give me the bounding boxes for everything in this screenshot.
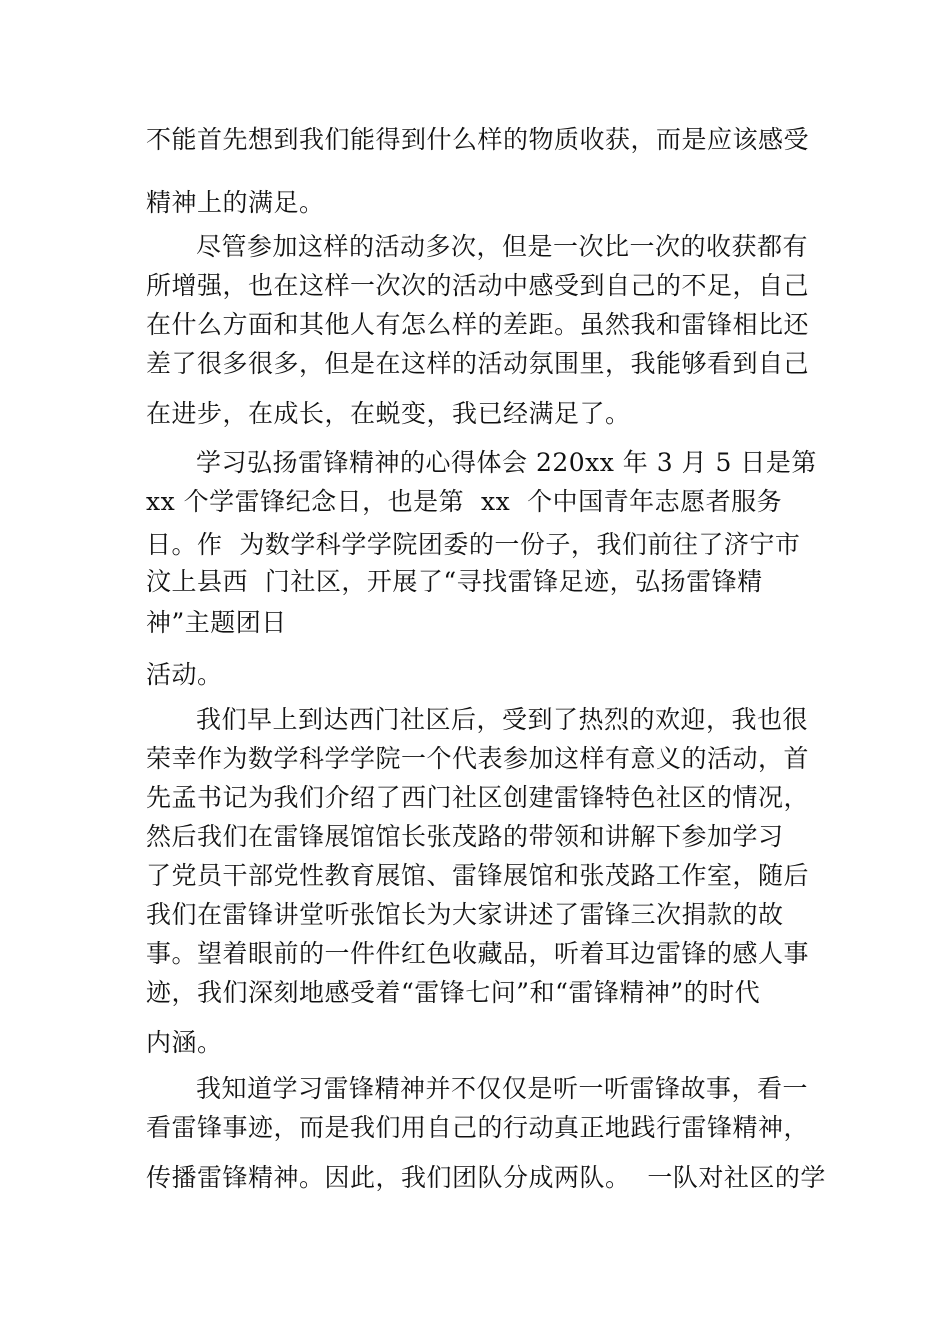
paragraph-line: 在什么方面和其他人有怎么样的差距。虽然我和雷锋相比还 — [146, 310, 810, 339]
paragraph-line: 看雷锋事迹，而是我们用自己的行动真正地践行雷锋精神， — [146, 1113, 810, 1142]
paragraph-line: 了党员干部党性教育展馆、雷锋展馆和张茂路工作室，随后 — [146, 861, 810, 890]
paragraph-line: 学习弘扬雷锋精神的心得体会 220xx 年 3 月 5 日是第 — [196, 448, 817, 477]
paragraph-line: 我们在雷锋讲堂听张馆长为大家讲述了雷锋三次捐款的故 — [146, 900, 784, 929]
paragraph-line: 在进步，在成长，在蜕变，我已经满足了。 — [146, 399, 631, 428]
paragraph-line: 神”主题团日 — [146, 608, 287, 637]
paragraph-line: 精神上的满足。 — [146, 188, 325, 217]
paragraph-line: 不能首先想到我们能得到什么样的物质收获，而是应该感受 — [146, 125, 810, 154]
paragraph-line: 传播雷锋精神。因此，我们团队分成两队。 一队对社区的学 — [146, 1163, 826, 1192]
paragraph-line: 日。作 为数学科学学院团委的一份子，我们前往了济宁市 — [146, 530, 801, 559]
paragraph-line: 汶上县西 门社区，开展了“寻找雷锋足迹，弘扬雷锋精 — [146, 567, 763, 596]
paragraph-line: 先孟书记为我们介绍了西门社区创建雷锋特色社区的情况， — [146, 783, 810, 812]
paragraph-line: 活动。 — [146, 660, 223, 689]
paragraph-line: 差了很多很多，但是在这样的活动氛围里，我能够看到自己 — [146, 349, 810, 378]
paragraph-line: 荣幸作为数学科学学院一个代表参加这样有意义的活动，首 — [146, 744, 810, 773]
paragraph-line: xx 个学雷锋纪念日，也是第 xx 个中国青年志愿者服务 — [146, 487, 783, 516]
paragraph-line: 内涵。 — [146, 1028, 223, 1057]
paragraph-line: 迹，我们深刻地感受着“雷锋七问”和“雷锋精神”的时代 — [146, 978, 761, 1007]
paragraph-line: 然后我们在雷锋展馆馆长张茂路的带领和讲解下参加学习 — [146, 822, 784, 851]
paragraph-line: 尽管参加这样的活动多次，但是一次比一次的收获都有 — [196, 232, 809, 261]
paragraph-line: 我们早上到达西门社区后，受到了热烈的欢迎，我也很 — [196, 705, 809, 734]
paragraph-line: 我知道学习雷锋精神并不仅仅是听一听雷锋故事，看一 — [196, 1074, 809, 1103]
paragraph-line: 事。望着眼前的一件件红色收藏品，听着耳边雷锋的感人事 — [146, 939, 810, 968]
paragraph-line: 所增强，也在这样一次次的活动中感受到自己的不足，自己 — [146, 271, 810, 300]
